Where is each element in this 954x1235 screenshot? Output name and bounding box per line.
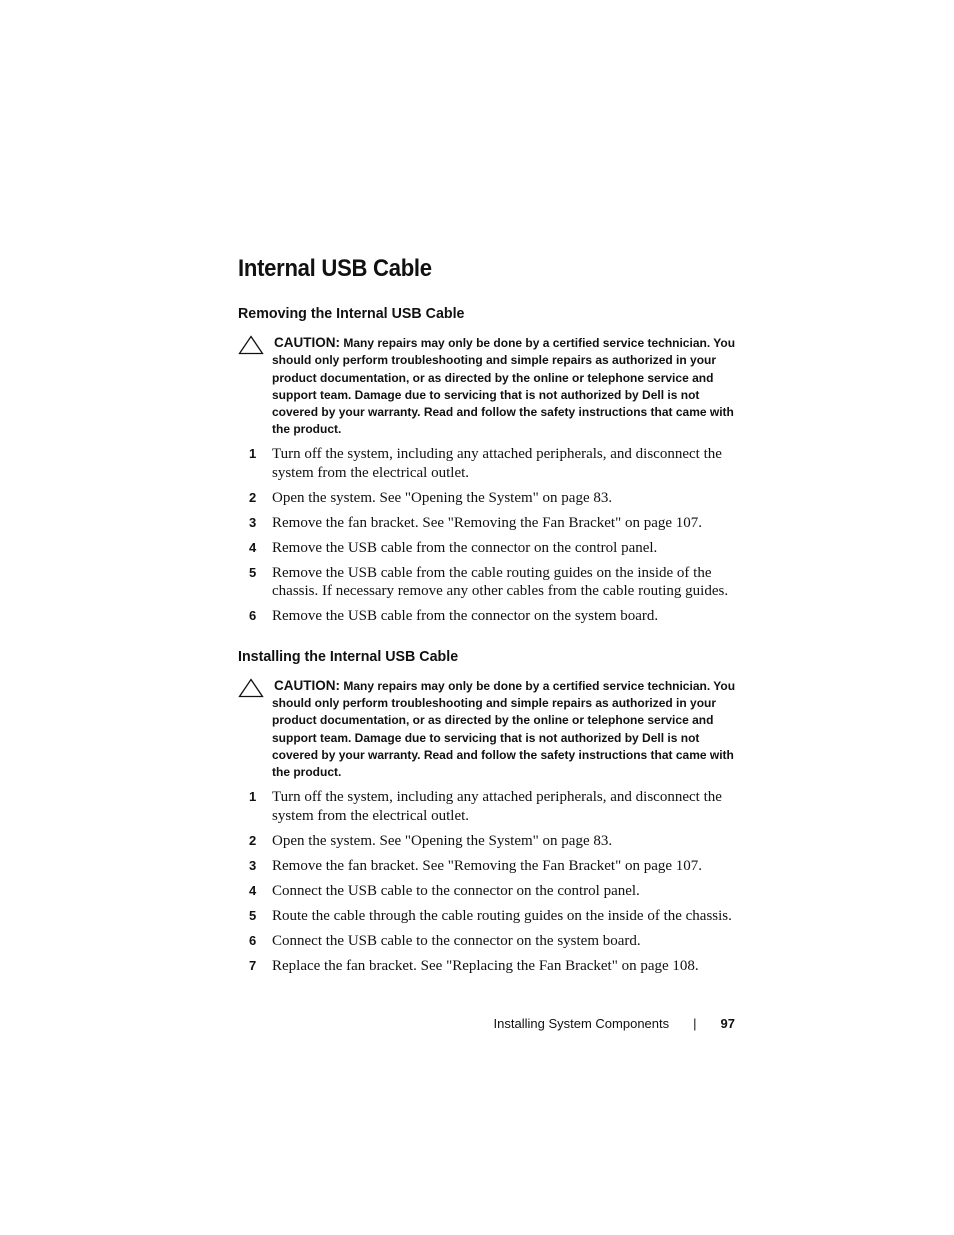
step-list: [238, 445, 738, 626]
list-item: [238, 788, 738, 825]
step-number: 7: [249, 957, 257, 973]
list-item: [238, 607, 738, 626]
step-text: Remove the USB cable from the cable routing guides on the inside of the chassis. If necessary remove any other cables from the cable routing guides.: [272, 564, 729, 600]
step-text: Connect the USB cable to the connector on the control panel.: [272, 882, 640, 899]
caution-text: Many repairs may only be done by a certified service technician. You should only perform troubleshooting and simple repairs as authorized in your product documentation, or as directed by the online or telephone service and support team. Damage due to servicing that is not authorized by Dell is not covered by your warranty. Read and follow the safety instructions that came with the product.: [272, 678, 736, 780]
step-number: 3: [249, 857, 257, 873]
footer-separator: |: [693, 1016, 697, 1031]
step-text: Remove the USB cable from the connector on the system board.: [272, 608, 659, 625]
list-item: [238, 564, 738, 601]
step-text: Open the system. See "Opening the System" on page 83.: [272, 489, 613, 506]
step-text: Route the cable through the cable routing guides on the inside of the chassis.: [272, 907, 732, 924]
step-number: 4: [249, 539, 257, 555]
list-item: [238, 539, 738, 558]
step-number: 4: [249, 882, 257, 898]
step-number: 5: [249, 907, 257, 923]
list-item: [238, 832, 738, 851]
section-removing: [238, 305, 738, 626]
caution-text: Many repairs may only be done by a certified service technician. You should only perform troubleshooting and simple repairs as authorized in your product documentation, or as directed by the online or telephone service and support team. Damage due to servicing that is not authorized by Dell is not covered by your warranty. Read and follow the safety instructions that came with the product.: [272, 336, 736, 437]
list-item: [238, 445, 738, 482]
step-number: 5: [249, 564, 257, 580]
caution-label: CAUTION:: [274, 677, 340, 693]
page-title: Internal USB Cable: [238, 255, 432, 282]
list-item: [238, 957, 738, 976]
step-text: Turn off the system, including any attached peripherals, and disconnect the system from the electrical outlet.: [272, 789, 722, 824]
list-item: [238, 932, 738, 951]
caution-icon: [238, 678, 264, 698]
step-text: Remove the USB cable from the connector on the control panel.: [272, 539, 658, 556]
caution-icon: [238, 335, 264, 355]
section-heading: Removing the Internal USB Cable: [238, 305, 465, 322]
step-number: 2: [249, 489, 257, 505]
section-installing: [238, 648, 738, 975]
page-footer: [494, 1016, 735, 1031]
list-item: [238, 882, 738, 901]
step-number: 6: [249, 932, 257, 948]
step-text: Replace the fan bracket. See "Replacing the Fan Bracket" on page 108.: [272, 957, 699, 974]
list-item: [238, 489, 738, 508]
step-text: Connect the USB cable to the connector on the system board.: [272, 932, 641, 949]
step-number: 1: [249, 446, 257, 462]
step-number: 3: [249, 514, 257, 530]
list-item: [238, 857, 738, 876]
step-text: Remove the fan bracket. See "Removing the Fan Bracket" on page 107.: [272, 514, 703, 531]
footer-chapter: Installing System Components: [493, 1016, 670, 1031]
step-number: 1: [249, 789, 257, 805]
caution-notice: [238, 677, 738, 782]
caution-notice: [238, 334, 738, 439]
section-heading: Installing the Internal USB Cable: [238, 647, 459, 665]
step-number: 2: [249, 832, 257, 848]
list-item: [238, 514, 738, 533]
list-item: [238, 907, 738, 926]
page-number: 97: [720, 1016, 735, 1031]
step-list: [238, 788, 738, 975]
page-content: [238, 255, 738, 975]
step-number: 6: [249, 608, 257, 624]
step-text: Turn off the system, including any attached peripherals, and disconnect the system from the electrical outlet.: [272, 446, 722, 481]
caution-label: CAUTION:: [274, 335, 340, 350]
step-text: Open the system. See "Opening the System" on page 83.: [272, 832, 613, 849]
step-text: Remove the fan bracket. See "Removing the Fan Bracket" on page 107.: [272, 857, 703, 874]
